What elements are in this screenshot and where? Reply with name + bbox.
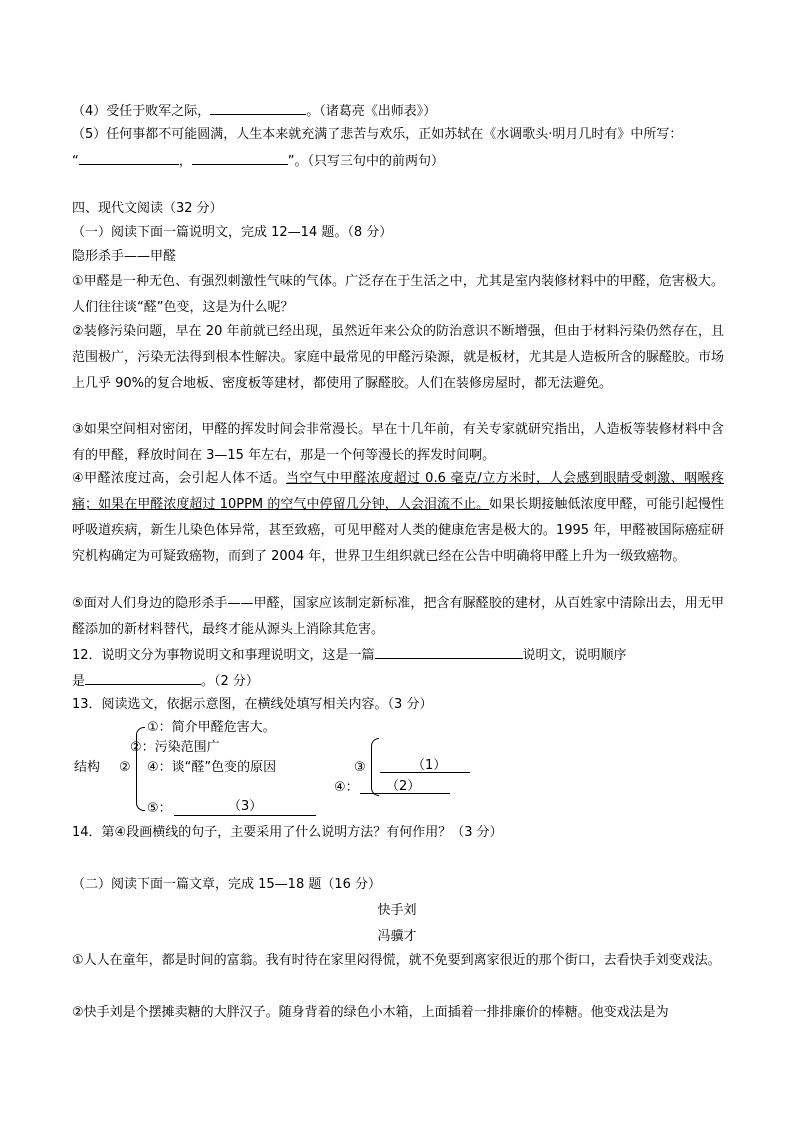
answer-blank[interactable] [210,100,306,115]
paragraph-1: ①甲醛是一种无色、有强烈刺激性气味的气体。广泛存在于生活之中，尤其是室内装修材料中的甲醛，危害极大。人们往往谈“醛”色变，这是为什么呢？ [72,274,724,315]
diagram-sub-3: ③ [354,760,366,775]
part2-intro: （二）阅读下面一篇文章，完成 15—18 题（16 分） [72,877,382,892]
blank-label-3: （3） [228,799,263,814]
article2-title: 快手刘 [377,903,417,918]
answer-blank[interactable] [85,670,201,685]
diagram-label: 结构 [74,760,101,775]
blank-label-2: （2） [386,779,421,794]
question-5-line1: （5）任何事都不可能圆满，人生本来就充满了悲苦与欢乐，正如苏轼在《水调歌头·明月几时有》中所写： [72,127,683,142]
question-12-line1: 12．说明文分为事物说明文和事理说明文，这是一篇 说明文，说明顺序 [72,644,627,665]
paragraph-2: ②装修污染问题，早在 20 年前就已经出现，虽然近年来公众的防治意识不断增强，但由于材料污染仍然存在，且范围极广，污染无法得到根本性解决。家庭中最常见的甲醛污染源，就是板材，尤其是人造板所含的脲醛胶。市场上几乎 90%的复合地板、密度板等建材，都使用了脲醛胶。人们在装修房屋时，都无法避免。 [72,324,724,391]
article2-paragraph-1: ①人人在童年，都是时间的富翁。我有时待在家里闷得慌，就不免要到离家很近的那个街口，去看快手刘变戏法。 [72,953,721,968]
diagram-root: ② [119,760,131,775]
paragraph-3: ③如果空间相对密闭，甲醛的挥发时间会非常漫长。早在十几年前，有关专家就研究指出，人造板等装修材料中含有的甲醛，释放时间在 3—15 年左右，那是一个何等漫长的挥发时间啊。 [72,422,724,463]
question-5-line2: “ ， ”。（只写三句中的前两句） [72,150,444,171]
right-brace [371,738,379,796]
answer-blank[interactable] [79,150,179,165]
article2-author: 冯骥才 [377,929,417,944]
question-13: 13．阅读选文，依据示意图，在横线处填写相关内容。（3 分） [72,697,433,712]
diagram-node-2: ②：污染范围广 [130,740,220,755]
article2-paragraph-2: ②快手刘是个摆摊卖糖的大胖汉子。随身背着的绿色小木箱，上面插着一排排廉价的棒糖。他变戏法是为 [72,1005,669,1020]
article1-title: 隐形杀手——甲醛 [72,249,177,264]
part1-intro: （一）阅读下面一篇说明文，完成 12—14 题。（8 分） [72,225,393,240]
diagram-node-1: ①：简介甲醛危害大。 [147,720,276,735]
answer-blank[interactable] [375,644,523,659]
diagram-node-5: ⑤： [147,801,172,816]
section-heading: 四、现代文阅读（32 分） [72,201,223,216]
paragraph-4: ④甲醛浓度过高，会引起人体不适。当空气中甲醛浓度超过 0.6 毫克/立方米时，人会感到眼睛受刺激、咽喉疼痛；如果在甲醛浓度超过 10PPM 的空气中停留几分钟，人会泪流不止。如果长期接触低浓度甲醛，可能引起慢性呼吸道疾病，新生儿染色体异常，甚至致癌，可见甲醛对人类的健康危害是极大的。1995 年，甲醛被国际癌症研究机构确定为可疑致癌物，而到了 2004 年，世界卫生组织就已经在公告中明确将甲醛上升为一级致癌物。 [72,471,724,564]
diagram-sub-4: ④： [334,780,359,795]
answer-blank[interactable] [192,150,288,165]
question-14: 14．第④段画横线的句子，主要采用了什么说明方法？有何作用？（3 分） [72,825,503,840]
diagram-node-4: ④：谈“醛”色变的原因 [147,760,277,775]
question-12-line2: 是 。（2 分） [72,670,259,691]
question-4: （4）受任于败军之际， 。（诸葛亮《出师表》） [72,100,436,121]
underlined-sentence: 当空气中甲醛浓度超过 0.6 毫克/立方米时，人会感到眼睛受刺激、咽喉疼痛；如果在甲醛浓度超过 10PPM 的空气中停留几分钟，人会泪流不止。 [72,471,724,512]
paragraph-5: ⑤面对人们身边的隐形杀手——甲醛，国家应该制定新标准，把含有脲醛胶的建材，从百姓家中清除出去，用无甲醛添加的新材料替代，最终才能从源头上消除其危害。 [72,596,724,637]
blank-label-1: （1） [412,758,447,773]
